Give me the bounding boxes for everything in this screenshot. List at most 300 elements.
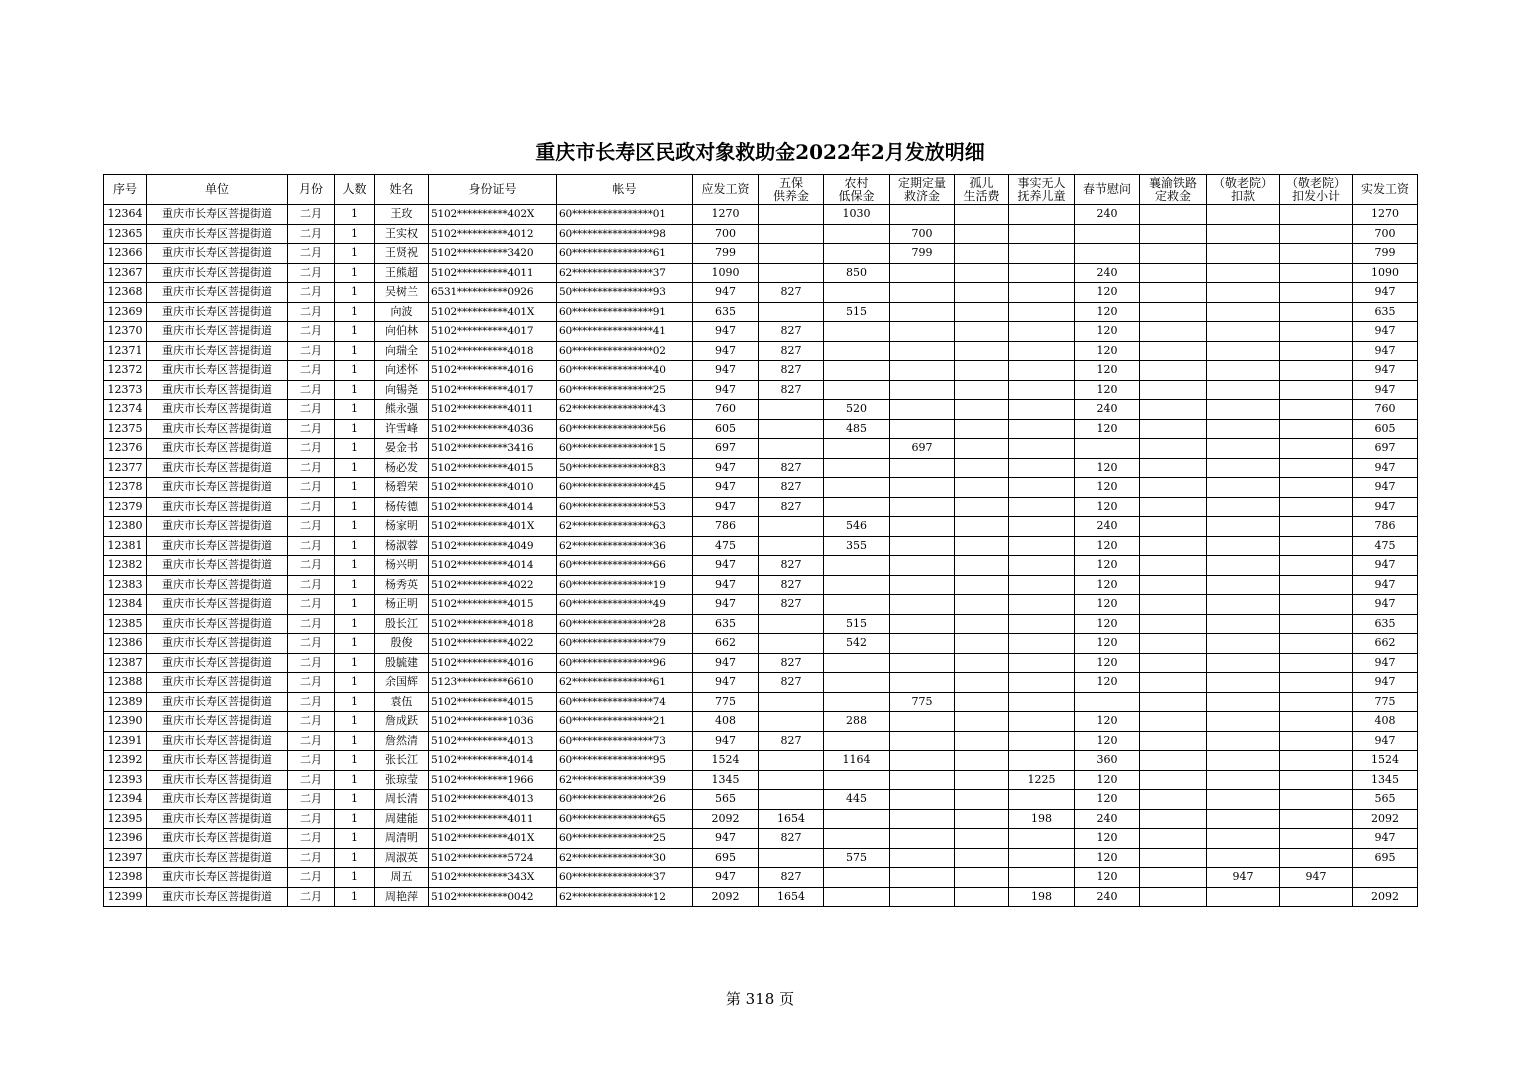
table-cell: [1140, 283, 1207, 303]
table-cell: [1207, 809, 1280, 829]
table-cell: 二月: [288, 263, 335, 283]
table-row: [104, 380, 1418, 400]
table-cell: [890, 751, 955, 771]
table-cell: 二月: [288, 283, 335, 303]
table-cell: 重庆市长寿区菩提街道: [147, 829, 288, 849]
table-cell: 786: [693, 517, 759, 537]
table-cell: [824, 595, 890, 615]
table-cell: [955, 263, 1009, 283]
table-cell: 775: [1353, 692, 1418, 712]
table-cell: 700: [693, 224, 759, 244]
table-cell: 12369: [104, 302, 147, 322]
table-cell: [1280, 497, 1353, 517]
table-cell: [824, 575, 890, 595]
table-cell: 5102**********4013: [429, 731, 557, 751]
table-cell: 5102**********4011: [429, 809, 557, 829]
table-row: [104, 673, 1418, 693]
table-cell: 5102**********4017: [429, 322, 557, 342]
table-cell: 二月: [288, 575, 335, 595]
table-cell: 二月: [288, 790, 335, 810]
table-cell: 120: [1075, 458, 1140, 478]
table-cell: [1280, 848, 1353, 868]
table-cell: [890, 341, 955, 361]
table-cell: 60****************28: [557, 614, 693, 634]
column-header: （敬老院） 扣款: [1207, 175, 1280, 205]
table-cell: 二月: [288, 536, 335, 556]
table-cell: 120: [1075, 419, 1140, 439]
table-cell: 520: [824, 400, 890, 420]
column-header: 帐号: [557, 175, 693, 205]
table-cell: 1: [335, 575, 375, 595]
table-cell: [1009, 497, 1075, 517]
table-cell: [1140, 673, 1207, 693]
table-cell: [890, 380, 955, 400]
table-cell: [759, 536, 824, 556]
table-cell: 827: [759, 556, 824, 576]
table-cell: 947: [693, 731, 759, 751]
table-cell: 二月: [288, 361, 335, 381]
table-row: [104, 790, 1418, 810]
table-cell: [1009, 517, 1075, 537]
table-cell: 120: [1075, 575, 1140, 595]
table-cell: 760: [1353, 400, 1418, 420]
table-cell: 12373: [104, 380, 147, 400]
table-cell: [955, 244, 1009, 264]
table-cell: [824, 497, 890, 517]
table-cell: [1009, 458, 1075, 478]
table-cell: 947: [1353, 575, 1418, 595]
table-cell: [1280, 478, 1353, 498]
table-cell: 重庆市长寿区菩提街道: [147, 283, 288, 303]
table-cell: [1140, 205, 1207, 225]
table-cell: 重庆市长寿区菩提街道: [147, 887, 288, 907]
table-cell: 60****************73: [557, 731, 693, 751]
table-cell: [1140, 887, 1207, 907]
table-cell: 1270: [1353, 205, 1418, 225]
table-cell: 5102**********4014: [429, 497, 557, 517]
table-cell: 周长清: [375, 790, 429, 810]
table-cell: [1009, 790, 1075, 810]
table-cell: 120: [1075, 770, 1140, 790]
table-cell: 5102**********3420: [429, 244, 557, 264]
table-cell: [1280, 361, 1353, 381]
table-cell: [1140, 536, 1207, 556]
table-cell: 12375: [104, 419, 147, 439]
table-cell: 12380: [104, 517, 147, 537]
table-cell: 62****************30: [557, 848, 693, 868]
table-cell: [1280, 400, 1353, 420]
table-cell: 1: [335, 263, 375, 283]
table-cell: [824, 224, 890, 244]
table-cell: [1140, 751, 1207, 771]
table-cell: [1207, 419, 1280, 439]
table-cell: [955, 770, 1009, 790]
table-cell: 1: [335, 556, 375, 576]
table-cell: 120: [1075, 848, 1140, 868]
table-cell: 5102**********5724: [429, 848, 557, 868]
table-row: [104, 595, 1418, 615]
table-cell: 二月: [288, 868, 335, 888]
table-cell: [1280, 439, 1353, 459]
table-row: [104, 302, 1418, 322]
relief-table: [103, 174, 1418, 907]
table-cell: [955, 731, 1009, 751]
table-cell: 827: [759, 731, 824, 751]
table-cell: 12391: [104, 731, 147, 751]
table-cell: [1140, 361, 1207, 381]
table-cell: 475: [1353, 536, 1418, 556]
table-cell: 王贤祝: [375, 244, 429, 264]
table-cell: 1524: [693, 751, 759, 771]
table-cell: [1009, 283, 1075, 303]
table-cell: [890, 283, 955, 303]
table-cell: 542: [824, 634, 890, 654]
table-cell: [1280, 692, 1353, 712]
table-cell: 60****************65: [557, 809, 693, 829]
table-cell: [1009, 536, 1075, 556]
table-cell: 二月: [288, 322, 335, 342]
table-cell: [1207, 302, 1280, 322]
table-cell: [1280, 790, 1353, 810]
table-cell: 周清明: [375, 829, 429, 849]
table-cell: 重庆市长寿区菩提街道: [147, 302, 288, 322]
table-cell: 120: [1075, 341, 1140, 361]
table-cell: 12383: [104, 575, 147, 595]
table-cell: [890, 829, 955, 849]
table-cell: [1140, 517, 1207, 537]
table-cell: 12364: [104, 205, 147, 225]
table-cell: [955, 536, 1009, 556]
column-header: 单位: [147, 175, 288, 205]
table-cell: [1280, 887, 1353, 907]
table-cell: [955, 224, 1009, 244]
table-cell: [759, 848, 824, 868]
table-cell: [890, 478, 955, 498]
table-cell: [890, 263, 955, 283]
table-cell: 重庆市长寿区菩提街道: [147, 653, 288, 673]
table-cell: 熊永强: [375, 400, 429, 420]
table-cell: [890, 848, 955, 868]
table-cell: 1: [335, 341, 375, 361]
table-cell: 1: [335, 751, 375, 771]
table-header: [104, 175, 1418, 205]
table-cell: 947: [693, 341, 759, 361]
table-cell: 杨碧荣: [375, 478, 429, 498]
table-cell: 60****************15: [557, 439, 693, 459]
table-cell: [1207, 439, 1280, 459]
table-cell: [1207, 829, 1280, 849]
table-cell: 二月: [288, 205, 335, 225]
table-cell: 697: [890, 439, 955, 459]
table-cell: 475: [693, 536, 759, 556]
table-cell: [1140, 770, 1207, 790]
table-cell: [1207, 224, 1280, 244]
table-cell: [955, 556, 1009, 576]
table-cell: 12367: [104, 263, 147, 283]
table-cell: [1207, 634, 1280, 654]
table-cell: 12386: [104, 634, 147, 654]
table-cell: 2092: [1353, 887, 1418, 907]
table-cell: 12390: [104, 712, 147, 732]
table-cell: 947: [1353, 458, 1418, 478]
table-cell: 1: [335, 322, 375, 342]
table-cell: 重庆市长寿区菩提街道: [147, 634, 288, 654]
table-cell: 60****************37: [557, 868, 693, 888]
table-cell: [1207, 595, 1280, 615]
table-cell: [1207, 614, 1280, 634]
table-cell: 947: [1353, 361, 1418, 381]
table-row: [104, 751, 1418, 771]
table-row: [104, 692, 1418, 712]
table-cell: 240: [1075, 887, 1140, 907]
table-cell: 120: [1075, 829, 1140, 849]
table-cell: 12389: [104, 692, 147, 712]
table-cell: [1207, 751, 1280, 771]
table-cell: 120: [1075, 556, 1140, 576]
table-cell: 重庆市长寿区菩提街道: [147, 361, 288, 381]
table-cell: 1: [335, 439, 375, 459]
table-cell: [759, 692, 824, 712]
table-cell: [1280, 809, 1353, 829]
table-cell: 殷毓建: [375, 653, 429, 673]
table-cell: 12377: [104, 458, 147, 478]
table-cell: 12394: [104, 790, 147, 810]
table-cell: [1280, 673, 1353, 693]
table-cell: [955, 887, 1009, 907]
table-cell: [1140, 302, 1207, 322]
table-cell: [1140, 224, 1207, 244]
table-cell: 5102**********401X: [429, 517, 557, 537]
table-cell: [824, 809, 890, 829]
table-cell: 二月: [288, 244, 335, 264]
table-cell: 697: [1353, 439, 1418, 459]
table-row: [104, 634, 1418, 654]
table-cell: [955, 400, 1009, 420]
table-cell: 张长江: [375, 751, 429, 771]
table-cell: 515: [824, 614, 890, 634]
table-cell: 1: [335, 497, 375, 517]
table-cell: 635: [1353, 614, 1418, 634]
table-cell: 二月: [288, 809, 335, 829]
table-cell: 120: [1075, 673, 1140, 693]
table-cell: [1075, 439, 1140, 459]
table-cell: [1207, 770, 1280, 790]
table-cell: 杨秀英: [375, 575, 429, 595]
table-cell: [890, 419, 955, 439]
table-cell: [1140, 556, 1207, 576]
table-cell: [1140, 400, 1207, 420]
table-cell: [1207, 458, 1280, 478]
table-cell: [1280, 653, 1353, 673]
table-cell: 余国辉: [375, 673, 429, 693]
table-row: [104, 361, 1418, 381]
table-cell: [955, 497, 1009, 517]
table-cell: 240: [1075, 263, 1140, 283]
table-cell: 60****************25: [557, 380, 693, 400]
table-cell: 5102**********4015: [429, 692, 557, 712]
table-cell: [890, 517, 955, 537]
table-cell: 重庆市长寿区菩提街道: [147, 575, 288, 595]
table-cell: [1207, 400, 1280, 420]
table-cell: [890, 887, 955, 907]
table-cell: [1075, 224, 1140, 244]
table-cell: 12368: [104, 283, 147, 303]
table-cell: [824, 439, 890, 459]
table-cell: 60****************01: [557, 205, 693, 225]
table-cell: 62****************61: [557, 673, 693, 693]
table-cell: 60****************96: [557, 653, 693, 673]
table-cell: 12371: [104, 341, 147, 361]
table-cell: 重庆市长寿区菩提街道: [147, 341, 288, 361]
table-cell: 565: [693, 790, 759, 810]
table-cell: [955, 614, 1009, 634]
table-cell: 二月: [288, 380, 335, 400]
table-cell: 120: [1075, 595, 1140, 615]
column-header: 定期定量 救济金: [890, 175, 955, 205]
table-cell: [1009, 400, 1075, 420]
table-cell: 1654: [759, 887, 824, 907]
table-row: [104, 497, 1418, 517]
table-cell: 1: [335, 653, 375, 673]
table-cell: [1280, 283, 1353, 303]
page-number: 第 318 页: [725, 990, 795, 1008]
table-cell: [1009, 653, 1075, 673]
table-cell: 1164: [824, 751, 890, 771]
table-cell: 重庆市长寿区菩提街道: [147, 419, 288, 439]
table-cell: 947: [693, 458, 759, 478]
table-cell: 2092: [1353, 809, 1418, 829]
table-cell: [1280, 829, 1353, 849]
table-cell: 5102**********4014: [429, 751, 557, 771]
table-cell: [1207, 517, 1280, 537]
table-cell: [1280, 731, 1353, 751]
column-header: 身份证号: [429, 175, 557, 205]
table-cell: 二月: [288, 751, 335, 771]
table-cell: 1225: [1009, 770, 1075, 790]
column-header: 农村 低保金: [824, 175, 890, 205]
table-cell: 827: [759, 673, 824, 693]
table-cell: 60****************26: [557, 790, 693, 810]
table-cell: [890, 575, 955, 595]
table-cell: 947: [693, 283, 759, 303]
table-cell: 晏金书: [375, 439, 429, 459]
table-cell: 947: [693, 575, 759, 595]
table-cell: 827: [759, 497, 824, 517]
table-cell: 947: [1353, 341, 1418, 361]
column-header: 实发工资: [1353, 175, 1418, 205]
table-cell: 50****************93: [557, 283, 693, 303]
table-cell: 120: [1075, 283, 1140, 303]
table-cell: [1207, 731, 1280, 751]
table-row: [104, 400, 1418, 420]
table-cell: 947: [693, 322, 759, 342]
table-cell: [1280, 224, 1353, 244]
table-cell: [955, 595, 1009, 615]
table-cell: 5102**********4013: [429, 790, 557, 810]
table-cell: 二月: [288, 692, 335, 712]
table-cell: 1: [335, 302, 375, 322]
table-cell: [955, 439, 1009, 459]
table-row: [104, 536, 1418, 556]
table-cell: 947: [1353, 731, 1418, 751]
table-cell: 775: [890, 692, 955, 712]
table-row: [104, 283, 1418, 303]
table-cell: [1140, 244, 1207, 264]
table-cell: 12387: [104, 653, 147, 673]
table-cell: 12385: [104, 614, 147, 634]
table-cell: 重庆市长寿区菩提街道: [147, 731, 288, 751]
table-cell: [1140, 653, 1207, 673]
table-cell: 198: [1009, 809, 1075, 829]
table-row: [104, 848, 1418, 868]
table-cell: [1009, 575, 1075, 595]
table-cell: 947: [1353, 556, 1418, 576]
table-cell: 12393: [104, 770, 147, 790]
page-title: 重庆市长寿区民政对象救助金2022年2月发放明细: [535, 140, 985, 164]
table-cell: [955, 868, 1009, 888]
table-cell: [1207, 887, 1280, 907]
table-cell: 1: [335, 205, 375, 225]
table-cell: [1207, 380, 1280, 400]
table-cell: 詹然清: [375, 731, 429, 751]
table-cell: 二月: [288, 341, 335, 361]
table-cell: 60****************95: [557, 751, 693, 771]
table-cell: 198: [1009, 887, 1075, 907]
table-cell: 947: [1280, 868, 1353, 888]
table-cell: [1140, 458, 1207, 478]
table-cell: 120: [1075, 478, 1140, 498]
table-cell: 重庆市长寿区菩提街道: [147, 848, 288, 868]
table-cell: 5102**********401X: [429, 829, 557, 849]
table-cell: 5102**********4010: [429, 478, 557, 498]
table-cell: 向瑞全: [375, 341, 429, 361]
table-cell: 120: [1075, 653, 1140, 673]
table-row: [104, 205, 1418, 225]
table-cell: 5102**********4014: [429, 556, 557, 576]
table-cell: 重庆市长寿区菩提街道: [147, 380, 288, 400]
table-cell: 1: [335, 283, 375, 303]
table-cell: [1009, 692, 1075, 712]
table-cell: [1009, 848, 1075, 868]
table-cell: 二月: [288, 439, 335, 459]
table-cell: [955, 478, 1009, 498]
table-cell: 殷俊: [375, 634, 429, 654]
table-cell: 1: [335, 712, 375, 732]
table-cell: [1009, 205, 1075, 225]
table-cell: 1: [335, 419, 375, 439]
table-cell: [890, 497, 955, 517]
table-cell: 60****************25: [557, 829, 693, 849]
table-cell: [1280, 263, 1353, 283]
table-cell: 二月: [288, 848, 335, 868]
table-cell: 12397: [104, 848, 147, 868]
table-cell: 60****************02: [557, 341, 693, 361]
table-cell: 二月: [288, 829, 335, 849]
table-row: [104, 653, 1418, 673]
table-cell: 二月: [288, 887, 335, 907]
table-cell: 1: [335, 829, 375, 849]
table-cell: 向锡尧: [375, 380, 429, 400]
table-cell: [1207, 712, 1280, 732]
table-cell: [1280, 517, 1353, 537]
table-cell: [1207, 575, 1280, 595]
table-cell: 60****************49: [557, 595, 693, 615]
table-cell: 重庆市长寿区菩提街道: [147, 868, 288, 888]
table-cell: [1207, 244, 1280, 264]
table-cell: [759, 302, 824, 322]
table-cell: 重庆市长寿区菩提街道: [147, 244, 288, 264]
table-cell: 947: [1353, 653, 1418, 673]
